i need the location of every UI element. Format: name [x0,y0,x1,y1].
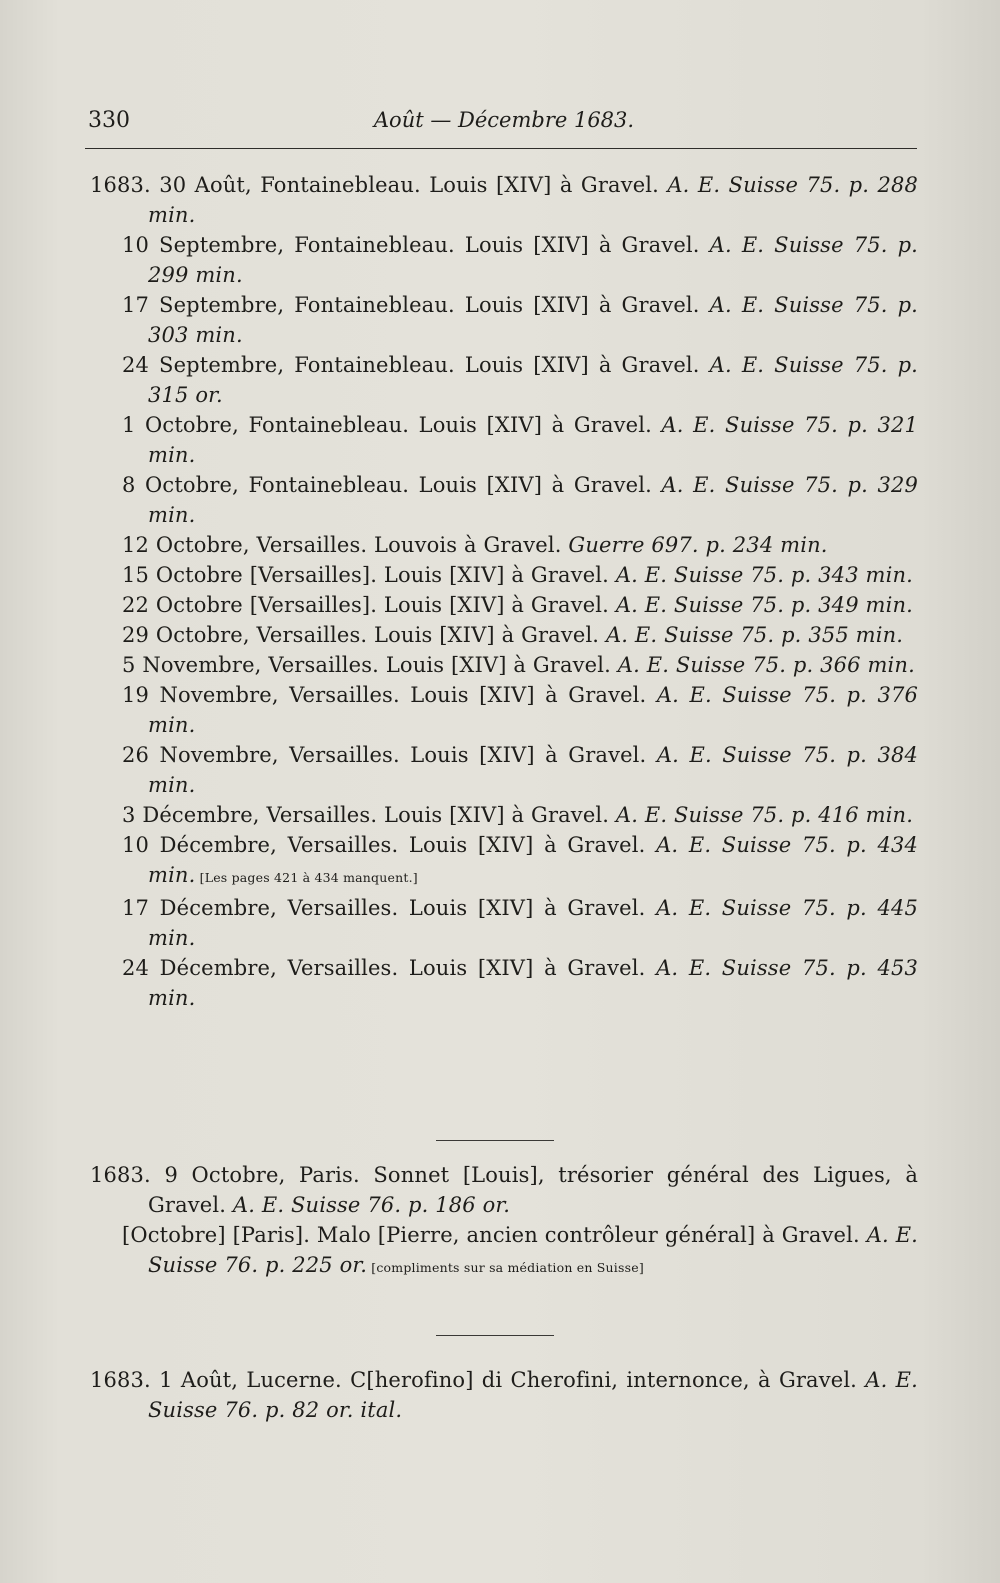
register-entry [90,680,918,740]
archive-reference: A. E. Suisse 75. p. 288 min. [148,173,918,227]
entry-text: 10 Septembre, Fontainebleau. Louis [XIV] à Gravel. [122,233,710,257]
register-entry [90,410,918,470]
register-entry [90,1365,918,1425]
register-entry [90,893,918,953]
archive-reference: A. E. Suisse 75. p. 349 min. [615,593,913,617]
archive-reference: A. E. Suisse 75. p. 366 min. [617,653,915,677]
editorial-note: [Les pages 421 à 434 manquent.] [195,870,418,885]
archive-reference: A. E. Suisse 75. p. 376 min. [148,683,918,737]
entry-text: 1 Octobre, Fontainebleau. Louis [XIV] à Gravel. [122,413,662,437]
register-entry [90,230,918,290]
archive-reference: A. E. Suisse 75. p. 315 or. [148,353,918,407]
archive-reference: A. E. Suisse 76. p. 186 or. [232,1193,511,1217]
register-entry [90,470,918,530]
entry-text: 10 Décembre, Versailles. Louis [XIV] à Gravel. [122,833,657,857]
entry-text: 5 Novembre, Versailles. Louis [XIV] à Gravel. [122,653,618,677]
entry-text: 15 Octobre [Versailles]. Louis [XIV] à Gravel. [122,563,616,587]
register-entry [90,953,918,1013]
register-entry [90,290,918,350]
archive-reference: Guerre 697. p. 234 min. [568,533,828,557]
register-entry [90,560,918,590]
entry-text: 12 Octobre, Versailles. Louvois à Gravel. [122,533,569,557]
archive-reference: A. E. Suisse 75. p. 384 min. [148,743,918,797]
register-entry [90,740,918,800]
entry-text: 24 Septembre, Fontainebleau. Louis [XIV] à Gravel. [122,353,710,377]
archive-reference: A. E. Suisse 75. p. 299 min. [148,233,918,287]
register-entry [90,530,918,560]
register-entry [90,590,918,620]
entries-block-louis-xiv [90,170,918,1013]
register-entry [90,800,918,830]
section-separator [436,1140,554,1141]
register-entry [90,620,918,650]
archive-reference: A. E. Suisse 75. p. 416 min. [615,803,914,827]
register-entry [90,1220,918,1283]
archive-reference: A. E. Suisse 75. p. 329 min. [148,473,918,527]
archive-reference: A. E. Suisse 75. p. 445 min. [148,896,918,950]
archive-reference: A. E. Suisse 75. p. 434 min. [148,833,918,887]
entry-text: 17 Septembre, Fontainebleau. Louis [XIV] à Gravel. [122,293,710,317]
entries-block-paris [90,1160,918,1283]
entries-block-lucerne [90,1365,918,1425]
register-entry [90,1160,918,1220]
archive-reference: A. E. Suisse 76. p. 225 or. [148,1223,918,1277]
entry-text: 17 Décembre, Versailles. Louis [XIV] à Gravel. [122,896,657,920]
entry-text: 29 Octobre, Versailles. Louis [XIV] à Gravel. [122,623,606,647]
page-number: 330 [88,108,130,133]
register-entry [90,350,918,410]
entry-text: 1683. 30 Août, Fontainebleau. Louis [XIV] à Gravel. [90,173,668,197]
archive-reference: A. E. Suisse 75. p. 453 min. [148,956,918,1010]
entry-text: 19 Novembre, Versailles. Louis [XIV] à Gravel. [122,683,657,707]
header-rule [85,148,917,149]
entry-text: [Octobre] [Paris]. Malo [Pierre, ancien contrôleur général] à Gravel. [122,1223,867,1247]
archive-reference: A. E. Suisse 76. p. 82 or. ital. [148,1368,918,1422]
entry-text: 3 Décembre, Versailles. Louis [XIV] à Gravel. [122,803,616,827]
entry-text: 8 Octobre, Fontainebleau. Louis [XIV] à Gravel. [122,473,662,497]
register-entry [90,830,918,893]
register-entry [90,170,918,230]
editorial-note: [compliments sur sa médiation en Suisse] [367,1260,644,1275]
running-title: Août — Décembre 1683. [373,108,635,132]
entry-text: 22 Octobre [Versailles]. Louis [XIV] à Gravel. [122,593,616,617]
register-entry [90,650,918,680]
page-header [88,108,920,144]
entry-text: 1683. 9 Octobre, Paris. Sonnet [Louis], trésorier général des Ligues, à Gravel. [90,1163,918,1217]
archive-reference: A. E. Suisse 75. p. 355 min. [605,623,904,647]
archive-reference: A. E. Suisse 75. p. 303 min. [148,293,918,347]
entry-text: 26 Novembre, Versailles. Louis [XIV] à Gravel. [122,743,657,767]
entry-text: 24 Décembre, Versailles. Louis [XIV] à Gravel. [122,956,657,980]
entry-text: 1683. 1 Août, Lucerne. C[herofino] di Cherofini, internonce, à Gravel. [90,1368,866,1392]
archive-reference: A. E. Suisse 75. p. 321 min. [148,413,918,467]
archive-reference: A. E. Suisse 75. p. 343 min. [615,563,913,587]
section-separator [436,1335,554,1336]
